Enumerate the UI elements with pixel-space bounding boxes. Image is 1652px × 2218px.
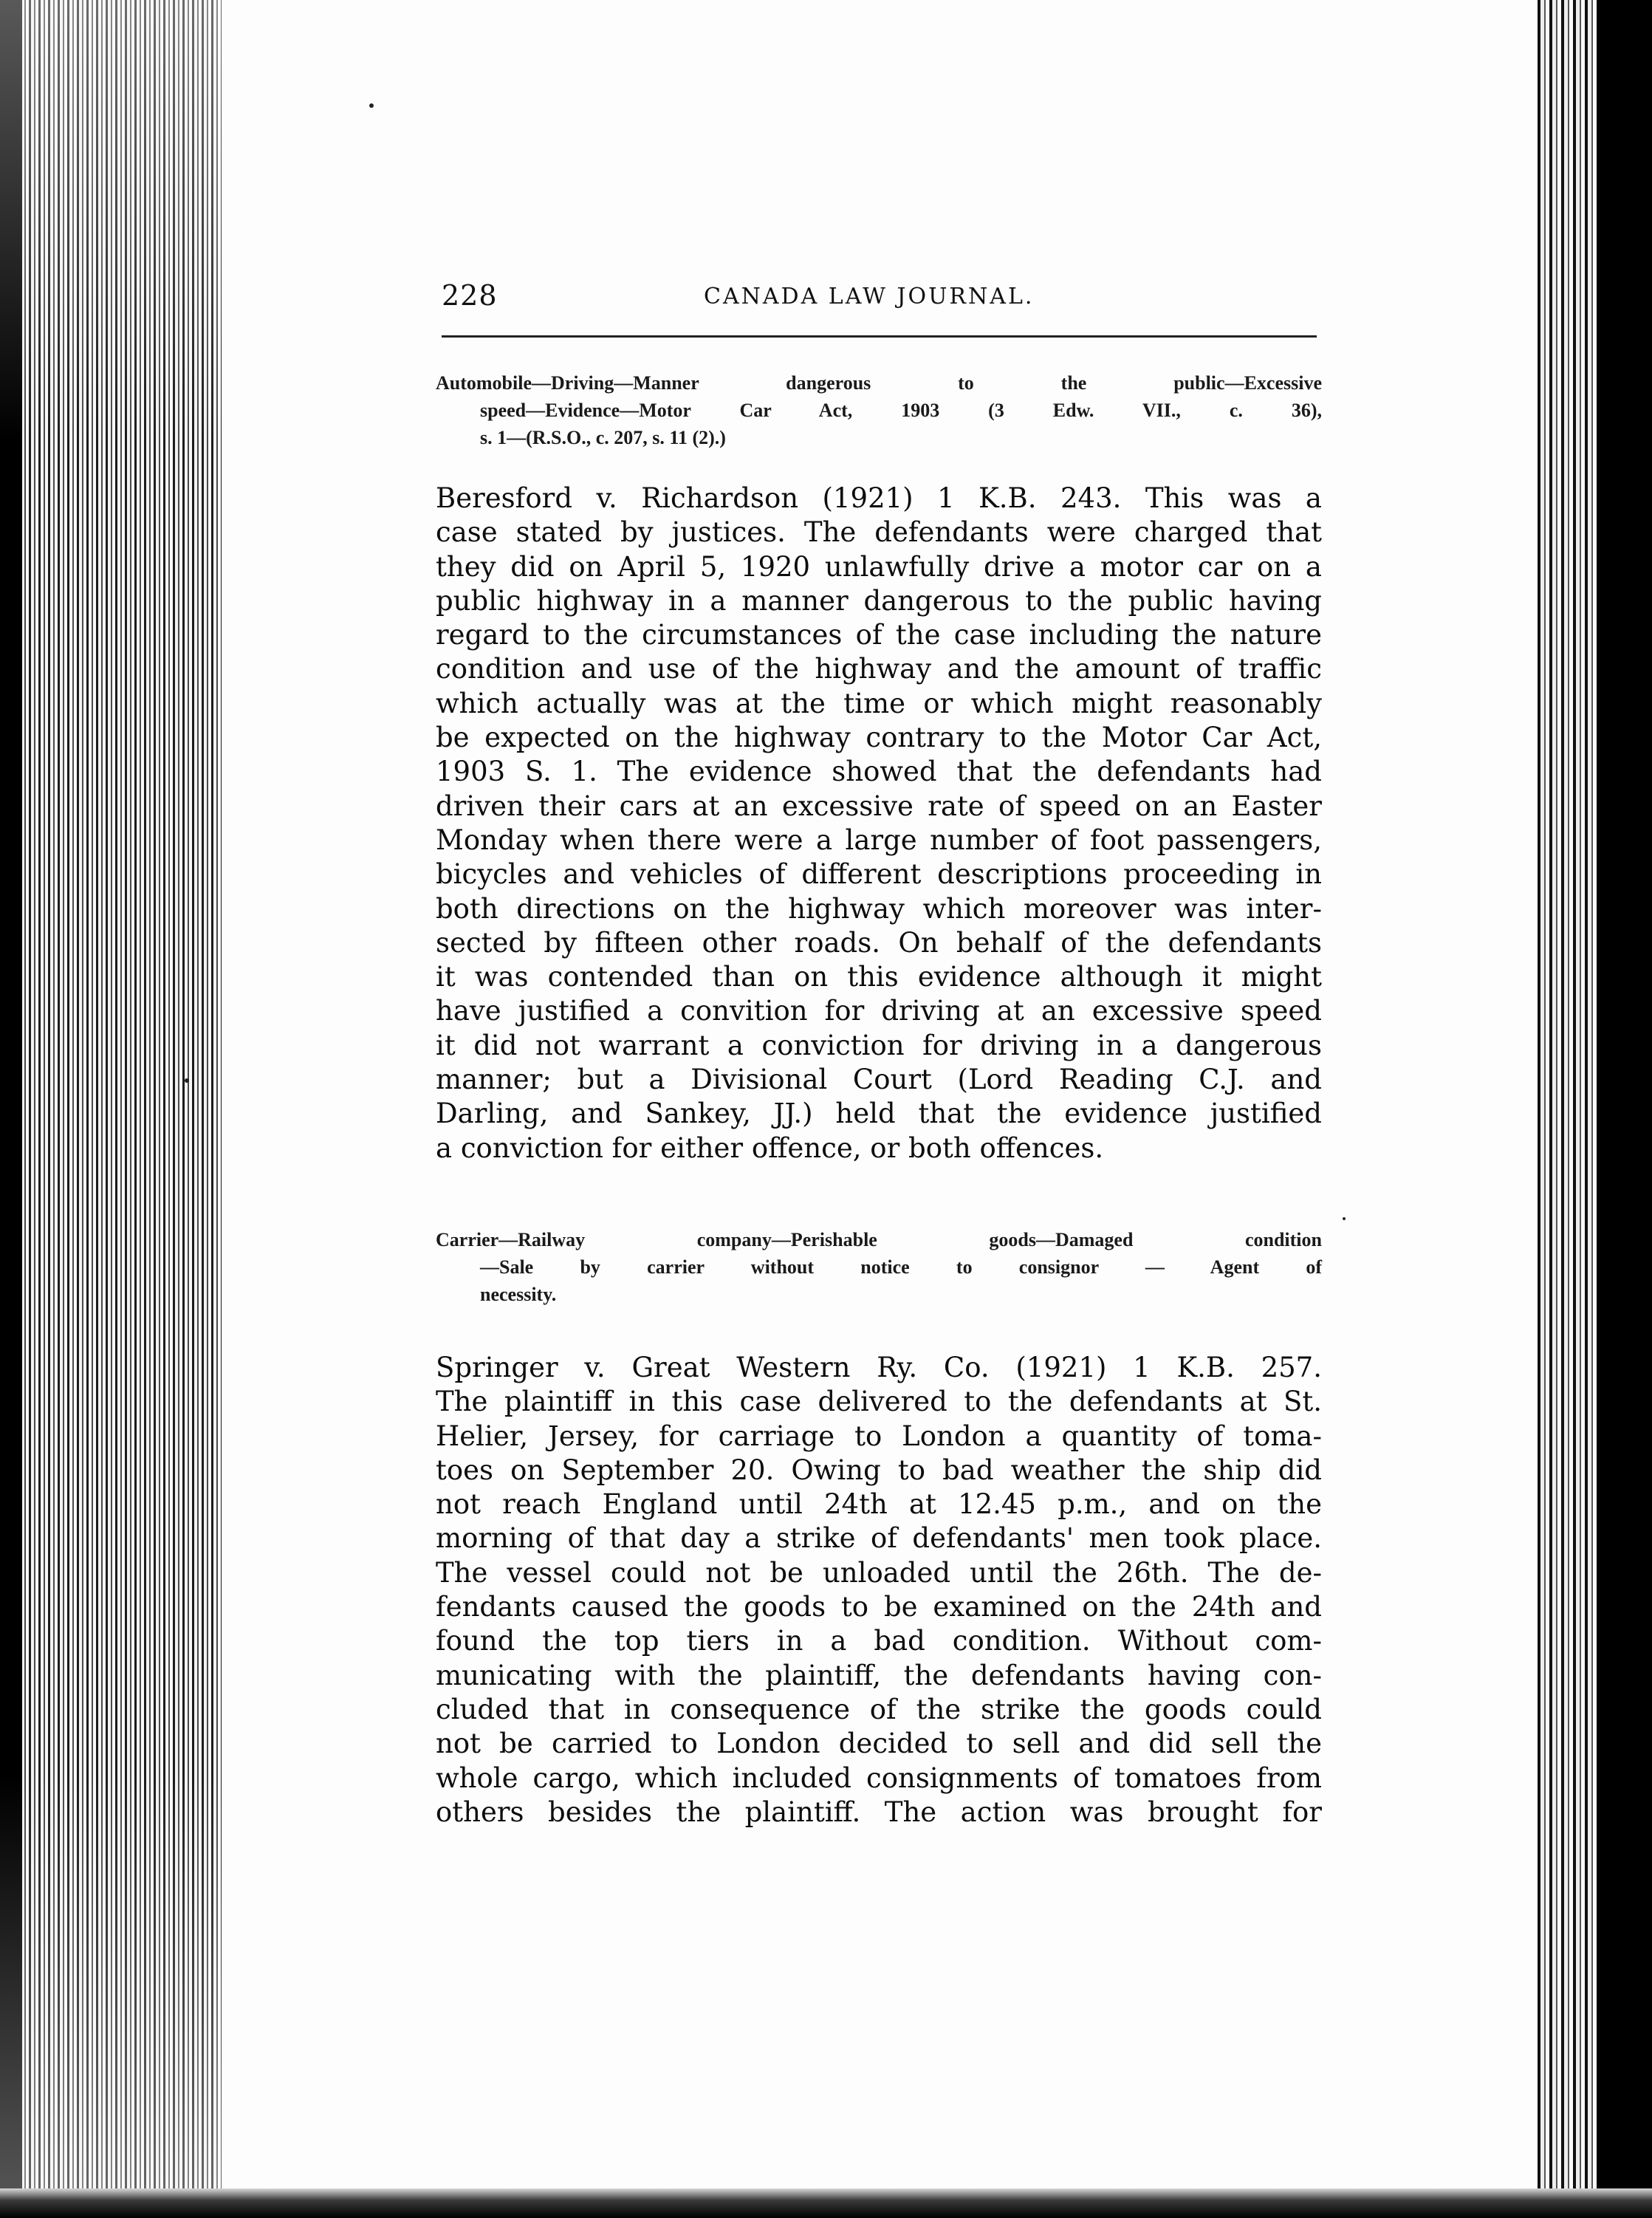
text-line: it did not warrant a conviction for driving in a dangerous: [436, 1029, 1322, 1061]
text-line: it was contended than on this evidence although it might: [436, 961, 1322, 993]
text-line: Springer v. Great Western Ry. Co. (1921) 1 K.B. 257.: [436, 1352, 1322, 1383]
head-note-automobile: [436, 369, 1322, 451]
text-line: case stated by justices. The defendants were charged that: [436, 516, 1322, 549]
text-line: The plaintiff in this case delivered to the defendants at St.: [436, 1386, 1322, 1418]
page-number: 228: [442, 279, 498, 312]
text-line: whole cargo, which included consignments of tomatoes from: [436, 1762, 1322, 1794]
text-line: driven their cars at an excessive rate of speed on an Easter: [436, 790, 1322, 822]
text-line: a conviction for either offence, or both offences.: [436, 1132, 1104, 1164]
text-line: have justified a convition for driving at an excessive speed: [436, 995, 1322, 1027]
header-rule: [442, 335, 1317, 338]
text-line: both directions on the highway which moreover was inter-: [436, 892, 1322, 925]
journal-title: CANADA LAW JOURNAL.: [704, 284, 1035, 309]
book-binding-edge-left: [0, 0, 222, 2218]
text-line: Beresford v. Richardson (1921) 1 K.B. 243. This was a: [436, 482, 1322, 514]
text-line: manner; but a Divisional Court (Lord Reading C.J. and: [436, 1064, 1322, 1096]
scan-speck: [369, 103, 374, 108]
head-note-line: necessity.: [480, 1284, 557, 1305]
text-line: 1903 S. 1. The evidence showed that the defendants had: [436, 756, 1322, 788]
text-line: Monday when there were a large number of foot passengers,: [436, 824, 1322, 856]
head-note-carrier: [436, 1226, 1322, 1308]
running-head: [442, 279, 1328, 316]
text-line: found the top tiers in a bad condition. Without com-: [436, 1625, 1322, 1657]
case-text-springer: [436, 1351, 1322, 1829]
text-line: they did on April 5, 1920 unlawfully drive a motor car on a: [436, 550, 1322, 583]
text-line: The vessel could not be unloaded until the 26th. The de-: [436, 1556, 1322, 1589]
text-line: toes on September 20. Owing to bad weather the ship did: [436, 1454, 1322, 1486]
text-line: regard to the circumstances of the case including the nature: [436, 619, 1322, 651]
head-note-line: speed—Evidence—Motor Car Act, 1903 (3 Edw. VII., c. 36),: [480, 400, 1322, 421]
scan-speck: [185, 1078, 189, 1083]
text-line: Darling, and Sankey, JJ.) held that the evidence justified: [436, 1098, 1322, 1130]
text-line: sected by fifteen other roads. On behalf of the defendants: [436, 926, 1322, 959]
head-note-line: —Sale by carrier without notice to consignor — Agent of: [480, 1256, 1322, 1278]
text-line: which actually was at the time or which might reasonably: [436, 687, 1322, 719]
scan-border-right: [1597, 0, 1652, 2218]
text-line: not reach England until 24th at 12.45 p.m., and on the: [436, 1488, 1322, 1521]
text-line: not be carried to London decided to sell and did sell the: [436, 1728, 1322, 1760]
text-line: public highway in a manner dangerous to the public having: [436, 584, 1322, 617]
text-line: bicycles and vehicles of different descriptions proceeding in: [436, 858, 1322, 891]
text-line: be expected on the highway contrary to the Motor Car Act,: [436, 722, 1322, 754]
head-note-line: Automobile—Driving—Manner dangerous to the public—Excessive: [436, 372, 1322, 394]
text-line: municating with the plaintiff, the defendants having con-: [436, 1659, 1322, 1691]
scan-border-bottom: [0, 2188, 1652, 2218]
scan-speck: [1343, 1217, 1346, 1220]
text-line: condition and use of the highway and the amount of traffic: [436, 653, 1322, 685]
case-text-beresford: [436, 482, 1322, 1166]
text-line: morning of that day a strike of defendants' men took place.: [436, 1522, 1322, 1555]
head-note-line: Carrier—Railway company—Perishable goods—Damaged condition: [436, 1229, 1322, 1250]
text-line: others besides the plaintiff. The action was brought for: [436, 1796, 1322, 1828]
text-line: Helier, Jersey, for carriage to London a quantity of toma-: [436, 1420, 1322, 1452]
text-line: cluded that in consequence of the strike the goods could: [436, 1693, 1322, 1725]
head-note-line: s. 1—(R.S.O., c. 207, s. 11 (2).): [480, 427, 726, 448]
text-line: fendants caused the goods to be examined on the 24th and: [436, 1591, 1322, 1623]
